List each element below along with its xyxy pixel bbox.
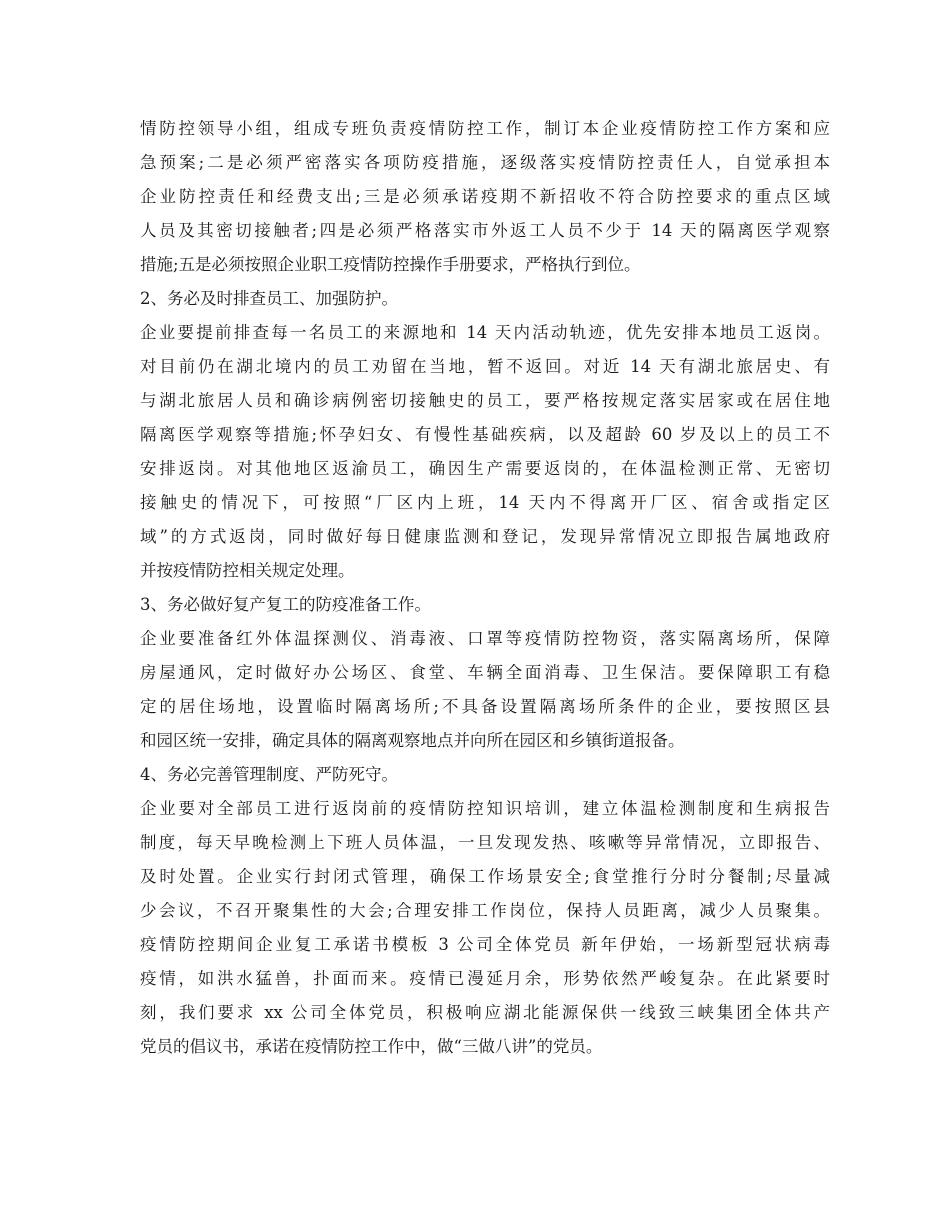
text-line: 接触史的情况下，可按照“厂区内上班，14 天内不得离开厂区、宿舍或指定区 xyxy=(140,493,830,512)
text-line: 措施;五是必须按照企业职工疫情防控操作手册要求，严格执行到位。 xyxy=(140,255,641,274)
text-line: 人员及其密切接触者;四是必须严格落实市外返工人员不少于 14 天的隔离医学观察 xyxy=(140,221,830,240)
text-line: 少会议，不召开聚集性的大会;合理安排工作岗位，保持人员距离，减少人员聚集。 xyxy=(140,901,830,920)
text-line: 企业要提前排查每一名员工的来源地和 14 天内活动轨迹，优先安排本地员工返岗。 xyxy=(140,323,830,342)
text-line: 企业防控责任和经费支出;三是必须承诺疫期不新招收不符合防控要求的重点区域 xyxy=(140,187,830,206)
text-line: 制度，每天早晚检测上下班人员体温，一旦发现发热、咳嗽等异常情况，立即报告、 xyxy=(140,833,830,852)
section-heading: 4、务必完善管理制度、严防死守。 xyxy=(140,765,398,784)
text-line: 疫情，如洪水猛兽，扑面而来。疫情已漫延月余，形势依然严峻复杂。在此紧要时 xyxy=(140,969,830,988)
text-line: 疫情防控期间企业复工承诺书模板 3 公司全体党员 新年伊始，一场新型冠状病毒 xyxy=(140,935,830,954)
text-line: 隔离医学观察等措施;怀孕妇女、有慢性基础疾病，以及超龄 60 岁及以上的员工不 xyxy=(140,425,830,444)
text-line: 定的居住场地，设置临时隔离场所;不具备设置隔离场所条件的企业，要按照区县 xyxy=(140,697,830,716)
text-line: 安排返岗。对其他地区返渝员工，确因生产需要返岗的，在体温检测正常、无密切 xyxy=(140,459,830,478)
text-line: 刻，我们要求 xx 公司全体党员，积极响应湖北能源保供一线致三峡集团全体共产 xyxy=(140,1003,830,1022)
text-line: 党员的倡议书，承诺在疫情防控工作中，做“三做八讲”的党员。 xyxy=(140,1037,603,1056)
text-line: 和园区统一安排，确定具体的隔离观察地点并向所在园区和乡镇街道报备。 xyxy=(140,731,685,750)
section-heading: 2、务必及时排查员工、加强防护。 xyxy=(140,289,398,308)
text-line: 与湖北旅居人员和确诊病例密切接触史的员工，要严格按规定落实居家或在居住地 xyxy=(140,391,830,410)
text-line: 急预案;二是必须严密落实各项防疫措施，逐级落实疫情防控责任人，自觉承担本 xyxy=(140,153,830,172)
section-heading: 3、务必做好复产复工的防疫准备工作。 xyxy=(140,595,431,614)
text-line: 企业要准备红外体温探测仪、消毒液、口罩等疫情防控物资，落实隔离场所，保障 xyxy=(140,629,830,648)
document-body xyxy=(140,112,830,1064)
text-line: 域”的方式返岗，同时做好每日健康监测和登记，发现异常情况立即报告属地政府 xyxy=(140,527,830,546)
text-line: 房屋通风，定时做好办公场区、食堂、车辆全面消毒、卫生保洁。要保障职工有稳 xyxy=(140,663,830,682)
text-line: 企业要对全部员工进行返岗前的疫情防控知识培训，建立体温检测制度和生病报告 xyxy=(140,799,830,818)
text-line: 并按疫情防控相关规定处理。 xyxy=(140,561,355,580)
text-line: 及时处置。企业实行封闭式管理，确保工作场景安全;食堂推行分时分餐制;尽量减 xyxy=(140,867,830,886)
text-line: 情防控领导小组，组成专班负责疫情防控工作，制订本企业疫情防控工作方案和应 xyxy=(140,119,830,138)
text-line: 对目前仍在湖北境内的员工劝留在当地，暂不返回。对近 14 天有湖北旅居史、有 xyxy=(140,357,830,376)
